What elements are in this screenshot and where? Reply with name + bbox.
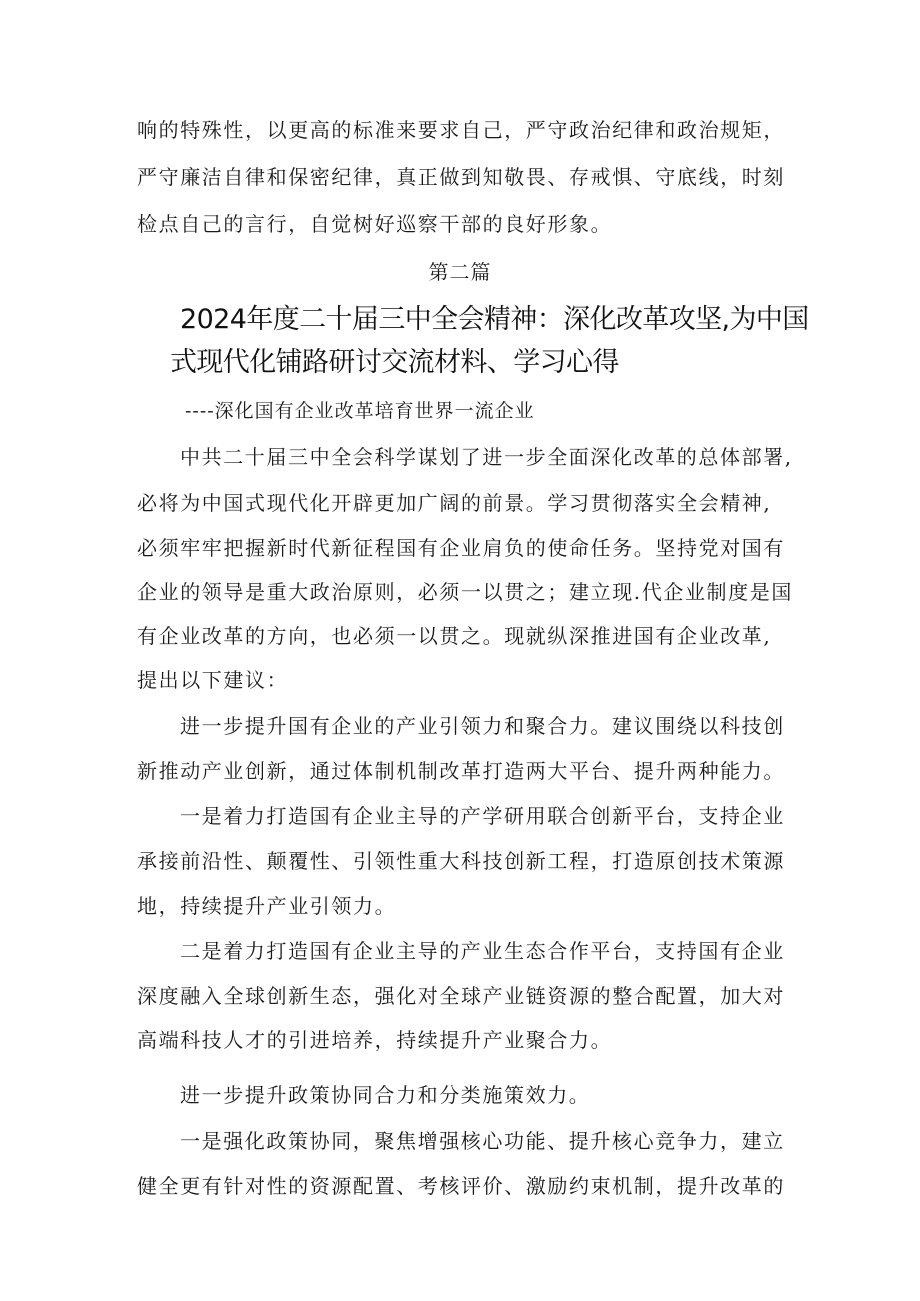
paragraph-line: 必将为中国式现代化开辟更加广阔的前景。学习贯彻落实全会精神, — [137, 491, 772, 515]
paragraph-line: 二是着力打造国有企业主导的产业生态合作平台，支持国有企业 — [180, 939, 785, 963]
paragraph-line: 提出以下建议： — [137, 668, 289, 692]
body-line: 响的特殊性，以更高的标准来要求自己，严守政治纪律和政治规矩， — [137, 118, 785, 142]
paragraph-line: 进一步提升政策协同合力和分类施策效力。 — [180, 1083, 591, 1107]
article-subtitle: ----深化国有企业改革培育世界一流企业 — [185, 400, 535, 422]
paragraph-line: 地，持续提升产业引领力。 — [137, 894, 397, 918]
paragraph-line: 承接前沿性、颠覆性、引领性重大科技创新工程，打造原创技术策源 — [137, 849, 785, 873]
paragraph-line: 一是着力打造国有企业主导的产学研用联合创新平台，支持企业 — [180, 804, 785, 828]
paragraph-line: 企业的领导是重大政治原则，必须一以贯之；建立现.代企业制度是国 — [137, 580, 793, 604]
paragraph-line: 高端科技人才的引进培养，持续提升产业聚合力。 — [137, 1028, 613, 1052]
paragraph-line: 中共二十届三中全会科学谋划了进一步全面深化改革的总体部署, — [180, 445, 793, 469]
body-line: 严守廉洁自律和保密纪律，真正做到知敬畏、存戒惧、守底线，时刻 — [137, 165, 785, 189]
paragraph-line: 新推动产业创新，通过体制机制改革打造两大平台、提升两种能力。 — [137, 759, 785, 783]
section-label: 第二篇 — [428, 260, 492, 284]
paragraph-line: 有企业改革的方向，也必须一以贯之。现就纵深推进国有企业改革, — [137, 624, 772, 648]
paragraph-line: 进一步提升国有企业的产业引领力和聚合力。建议围绕以科技创 — [180, 714, 785, 738]
paragraph-line: 一是强化政策协同，聚焦增强核心功能、提升核心竞争力，建立 — [180, 1129, 785, 1153]
paragraph-line: 必须牢牢把握新时代新征程国有企业肩负的使命任务。坚持党对国有 — [137, 536, 785, 560]
article-title-line-1: 2024年度二十届三中全会精神：深化改革攻坚,为中国 — [180, 304, 809, 335]
article-title-line-2: 式现代化铺路研讨交流材料、学习心得 — [170, 347, 619, 378]
body-line: 检点自己的言行，自觉树好巡察干部的良好形象。 — [137, 212, 613, 236]
paragraph-line: 深度融入全球创新生态，强化对全球产业链资源的整合配置，加大对 — [137, 984, 785, 1008]
paragraph-line: 健全更有针对性的资源配置、考核评价、激励约束机制，提升改革的 — [137, 1174, 785, 1198]
